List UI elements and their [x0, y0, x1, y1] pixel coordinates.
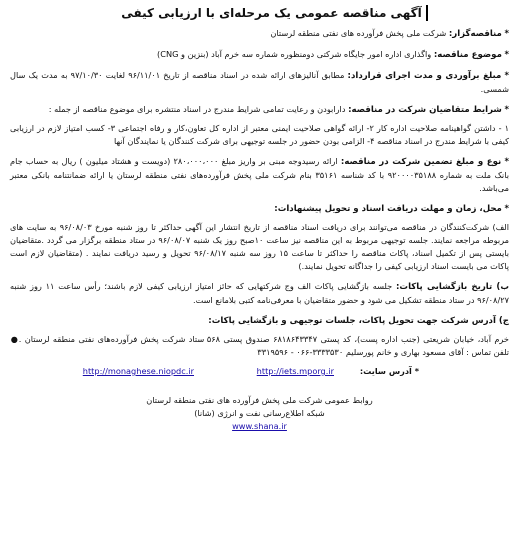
guarantee-section [10, 155, 509, 195]
bullet-icon: * [504, 29, 509, 39]
conditions-label: شرایط متقاضیان شرکت در مناقصه: [348, 105, 502, 115]
opening-text: جلسه بازگشایی پاکات الف وج شرکتهایی که حائز امتیاز ارزیابی کیفی لازم باشند؛ رأس ساعت ۱۱ روز شنبه ۹۶/۰۸/۲۷ در ستاد منطقه تشکیل می شود و حضور متقاضیان با معرفی‌نامه کتبی بلامانع است. [10, 281, 509, 305]
guarantee-label: نوع و مبلغ تضمین شرکت در مناقصه: [340, 157, 502, 167]
bullet-icon: * [504, 50, 509, 60]
conditions-text: دارابودن و رعایت تمامی شرایط مندرج در اسناد منتشره برای موضوع مناقصه از جمله : [48, 104, 349, 114]
bullet-icon: * [504, 71, 509, 81]
opening-label: ب) تاریخ بازگشایی پاکات: [396, 282, 509, 292]
footer [10, 394, 509, 433]
monaghese-link[interactable]: http://monaghese.niopdc.ir [82, 366, 194, 376]
site-label [360, 366, 419, 376]
address-heading [10, 314, 509, 328]
address-label: ج) آدرس شرکت جهت تحویل پاکات، جلسات توجیهی و بازگشایی پاکات: [208, 316, 509, 326]
bullet-icon: * [414, 366, 419, 376]
documents-text: الف) شرکت‌کنندگان در مناقصه می‌توانند برای دریافت اسناد مناقصه از تاریخ انتشار این آگهی حداکثر تا روز شنبه مورخ ۹۶/۰۸/۰۳ به سایت های مربوطه مراجعه نمایند. جلسه توجیهی مربوط به این مناقصه نیز ساعت ۱۰صبح روز یک شنبه ۹۶/۰۸/۰۷ در ستاد منطقه برگزار می گردد .متقاضیان بایستی پس از تکمیل اسناد، پاکات مناقصه را حداکثر تا ساعت ۱۵ روز سه شنبه ۹۶/۰۸/۱۷ تحویل و رسید دریافت نمایند . (متقاضیان لازم است پاکات می بایست اسناد ارزیابی کیفی را جداگانه تحویل نمایند.) [10, 222, 509, 271]
conditions-section [10, 103, 509, 117]
notice-title: آگهی مناقصه عمومی یک مرحله‌ای با ارزیابی کیفی [91, 5, 427, 21]
duration-section [10, 69, 509, 96]
title-wrap [10, 2, 509, 21]
conditions-list: ۱ - داشتن گواهینامه صلاحیت اداره کار ۲- ارائه گواهی صلاحیت ایمنی معتبر از اداره کل تعاون،کار و رفاه اجتماعی ۳- کسب امتیاز لازم در ارزیابی کیفی با شرایط مندرج در اسناد مناقصه ۴- الزامی بودن حضور در جلسه توجیهی برای شرکت کنندگان یا نمایندگان آنها [10, 123, 509, 146]
footer-agency-line: شبکه اطلاع‌رسانی نفت و انرژی (شانا) [194, 408, 325, 418]
documents-label: محل، زمان و مهلت دریافت اسناد و تحویل پیشنهادات: [274, 204, 502, 214]
subject-section [10, 48, 509, 62]
duration-label: مبلغ برآوردی و مدت اجرای قرارداد: [347, 71, 502, 81]
shana-link[interactable]: www.shana.ir [232, 421, 287, 431]
site-links [10, 366, 509, 382]
bullet-icon: * [504, 105, 509, 115]
address-text: خرم آباد، خیابان شریعتی (جنب اداره پست)، کد پستی ۶۸۱۸۶۴۳۳۴۷ صندوق پستی ۵۶۸ ستاد شرکت پخش فرآورده‌های نفتی منطقه لرستان .● تلفن تماس : آقای مسعود بهاری و خانم پورسلیم ۳۳۳۳۵۳۰-۰۶۶ - ۳۳۱۹۵۹۶ [10, 334, 509, 357]
organizer-section [10, 27, 509, 41]
iets-link[interactable]: http://iets.mporg.ir [256, 366, 334, 376]
subject-label: موضوع مناقصه: [433, 50, 502, 60]
bullet-icon: * [504, 157, 509, 167]
site-label-text: آدرس سایت: [359, 366, 412, 376]
organizer-text: شرکت ملی پخش فرآورده های نفتی منطقه لرستان [270, 28, 449, 38]
subject-text: واگذاری اداره امور جایگاه شرکتی دومنظوره شماره سه خرم آباد (بنزین و CNG) [157, 49, 434, 59]
opening-section [10, 280, 509, 307]
organizer-label: مناقصه‌گزار: [448, 29, 502, 39]
duration-text: مطابق آنالیزهای ارائه شده در اسناد مناقصه از تاریخ ۹۶/۱۱/۰۱ لغایت ۹۷/۱۰/۳۰ به مدت یک سال شمسی. [10, 70, 509, 94]
bullet-icon: * [504, 204, 509, 214]
footer-pr-line: روابط عمومی شرکت ملی پخش فرآورده های نفتی منطقه لرستان [146, 395, 373, 405]
guarantee-text: ارائه رسیدوجه مبنی بر واریز مبلغ ۲۸۰،۰۰۰،۰۰۰ (دویست و هشتاد میلیون ) ریال به حساب جام بانک ملت به شماره ۹۲۰۰۰۰۳۵۱۸۸ با کد شناسه ۳۵۱۶۱ بنام شرکت ملی پخش فرآورده‌های نفتی منطقه لرستان یا ارائه ضمانتنامه بانکی معتبر می‌باشد. [10, 156, 509, 193]
documents-heading [10, 202, 509, 216]
